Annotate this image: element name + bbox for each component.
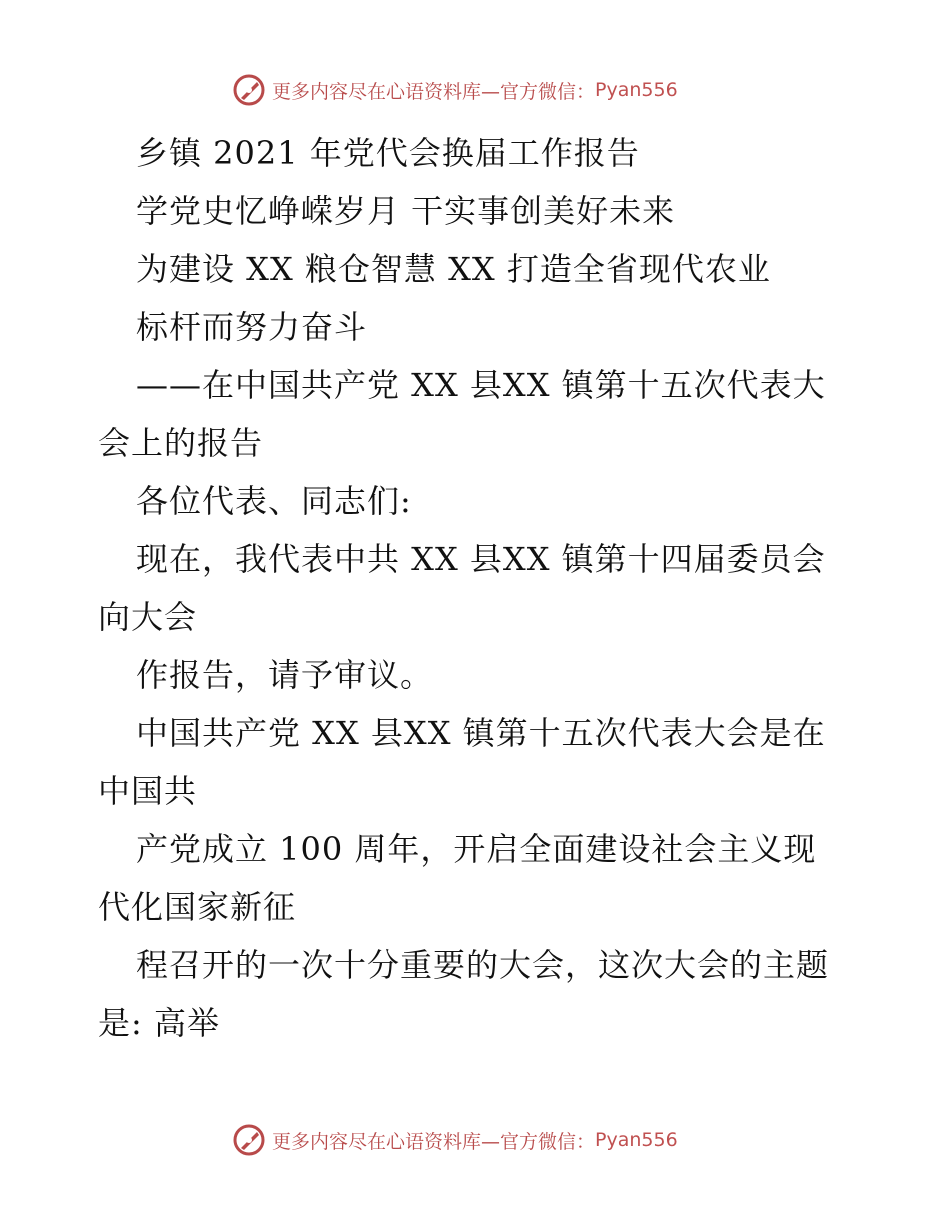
paragraph-line: 现在，我代表中共 XX 县XX 镇第十四届委员会 — [136, 540, 826, 578]
byline-line: ——在中国共产党 XX 县XX 镇第十五次代表大 — [136, 366, 826, 404]
subtitle-line: 标杆而努力奋斗 — [136, 308, 368, 346]
watermark-wechat-id: Pyan556 — [595, 79, 678, 101]
document-title-line: 乡镇 2021 年党代会换届工作报告 — [136, 134, 640, 172]
quill-logo-icon — [232, 1123, 266, 1157]
paragraph-line: 中国共产党 XX 县XX 镇第十五次代表大会是在 — [136, 714, 826, 752]
paragraph-line: 代化国家新征 — [98, 888, 297, 926]
paragraph-line: 程召开的一次十分重要的大会，这次大会的主题 — [136, 946, 830, 984]
subtitle-line: 为建设 XX 粮仓智慧 XX 打造全省现代农业 — [136, 250, 771, 288]
subtitle-line: 学党史忆峥嵘岁月 干实事创美好未来 — [136, 192, 676, 230]
watermark-text: 更多内容尽在心语资料库—官方微信： — [272, 80, 596, 103]
quill-logo-icon — [232, 73, 266, 107]
byline-line: 会上的报告 — [98, 424, 264, 462]
paragraph-line: 是: 高举 — [98, 1004, 220, 1042]
paragraph-line: 产党成立 100 周年，开启全面建设社会主义现 — [136, 830, 817, 868]
paragraph-line: 中国共 — [98, 772, 198, 810]
header-watermark — [232, 72, 678, 108]
salutation-line: 各位代表、同志们: — [136, 482, 412, 520]
watermark-wechat-id: Pyan556 — [595, 1129, 678, 1151]
paragraph-line: 作报告，请予审议。 — [136, 656, 434, 694]
paragraph-line: 向大会 — [98, 598, 198, 636]
footer-watermark — [232, 1122, 678, 1158]
watermark-text: 更多内容尽在心语资料库—官方微信： — [272, 1130, 596, 1153]
